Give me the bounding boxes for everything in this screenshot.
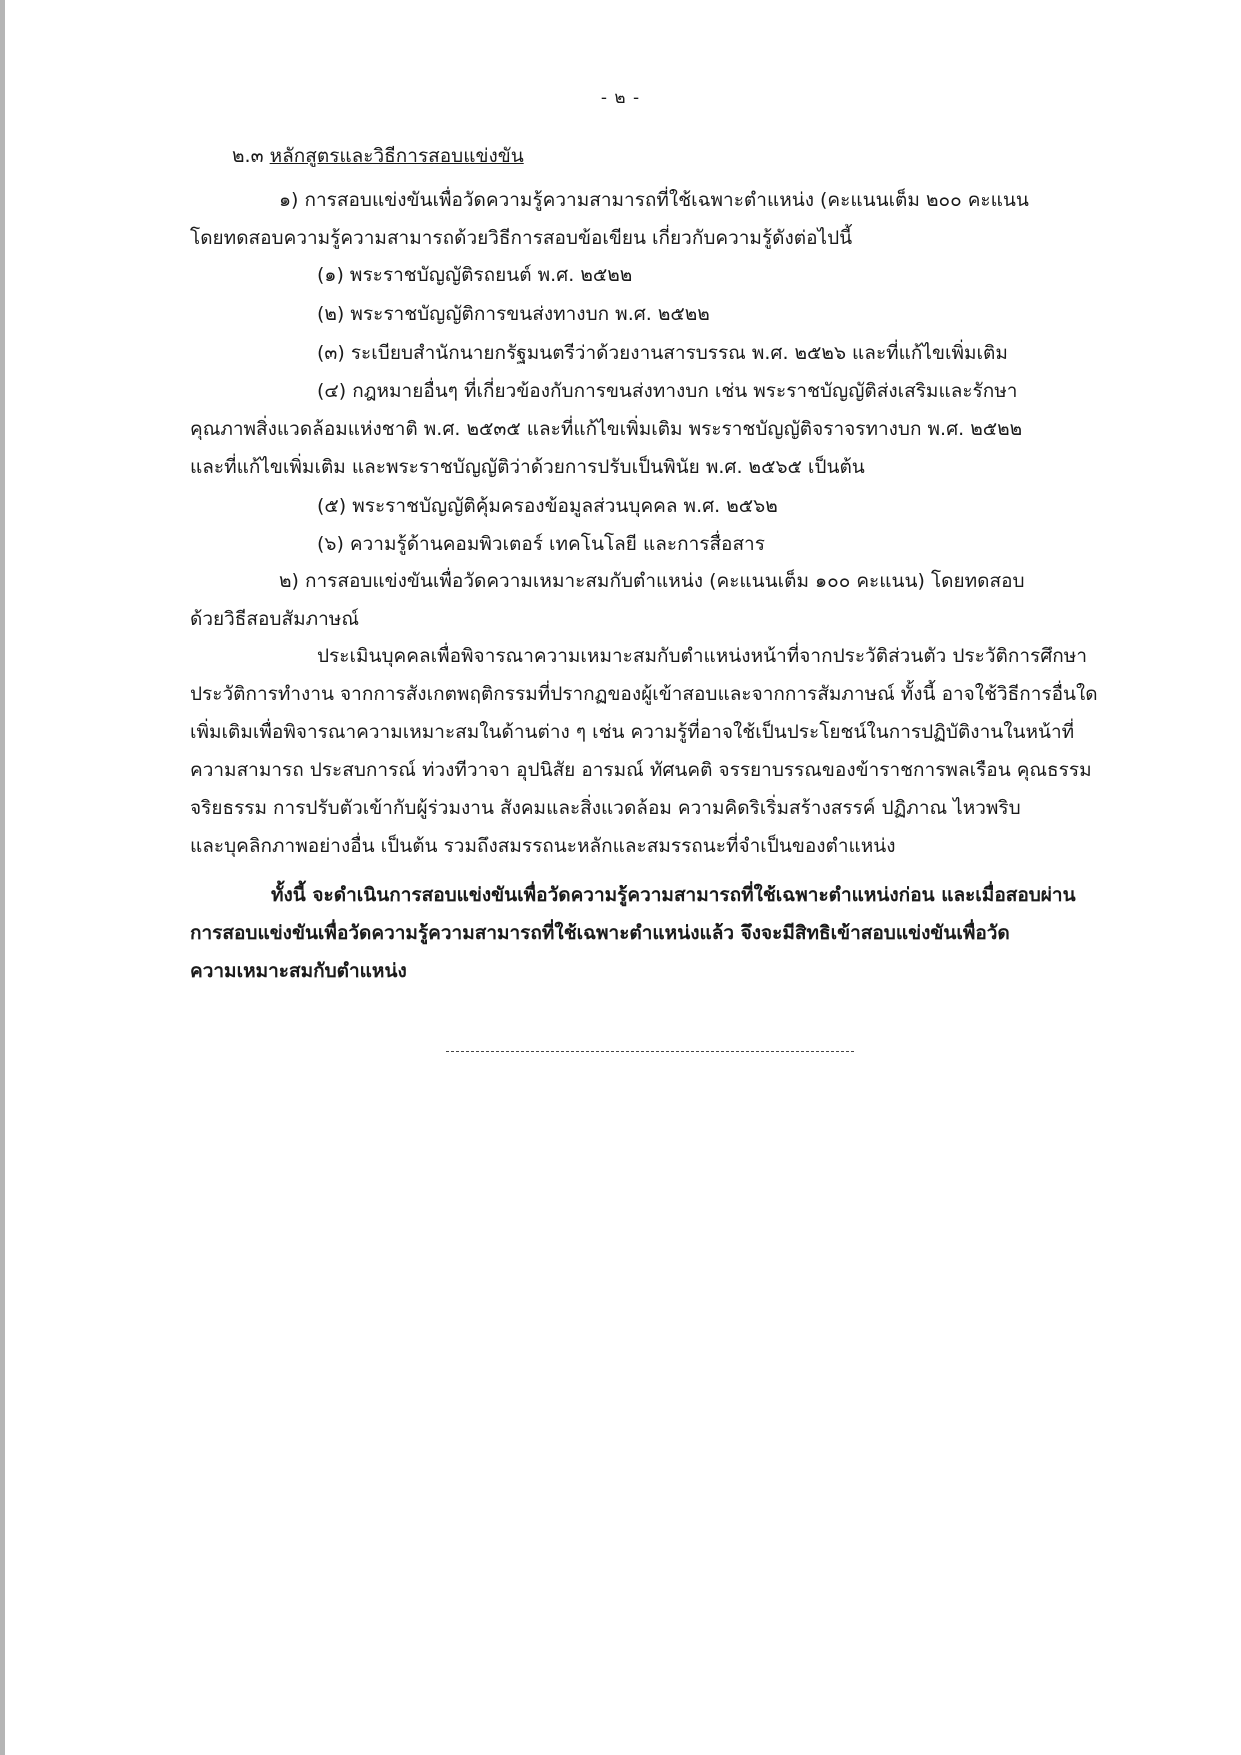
assessment-line2: ประวัติการทำงาน จากการสังเกตพฤติกรรมที่ปรากฏของผู้เข้าสอบและจากการสัมภาษณ์ ทั้งนี้ อาจใช้วิธีการอื่นใด — [190, 683, 1098, 705]
item1-sub2: (๒) พระราชบัญญัติการขนส่งทางบก พ.ศ. ๒๕๒๒ — [317, 303, 710, 325]
page-number: - ๒ - — [600, 88, 641, 108]
item1-sub1: (๑) พระราชบัญญัติรถยนต์ พ.ศ. ๒๕๒๒ — [317, 264, 633, 286]
assessment-line1: ประเมินบุคคลเพื่อพิจารณาความเหมาะสมกับตำแหน่งหน้าที่จากประวัติส่วนตัว ประวัติการศึกษา — [317, 645, 1087, 667]
assessment-line4: ความสามารถ ประสบการณ์ ท่วงทีวาจา อุปนิสัย อารมณ์ ทัศนคติ จรรยาบรรณของข้าราชการพลเรือน คุณธรรม — [190, 759, 1092, 781]
assessment-line5: จริยธรรม การปรับตัวเข้ากับผู้ร่วมงาน สังคมและสิ่งแวดล้อม ความคิดริเริ่มสร้างสรรค์ ปฏิภาณ ไหวพริบ — [190, 797, 1021, 819]
item2-line1: ๒) การสอบแข่งขันเพื่อวัดความเหมาะสมกับตำแหน่ง (คะแนนเต็ม ๑๐๐ คะแนน) โดยทดสอบ — [279, 570, 1025, 592]
section-number: ๒.๓ — [232, 145, 264, 167]
item1-sub5: (๕) พระราชบัญญัติคุ้มครองข้อมูลส่วนบุคคล พ.ศ. ๒๕๖๒ — [317, 495, 778, 517]
item1-sub3: (๓) ระเบียบสำนักนายกรัฐมนตรีว่าด้วยงานสารบรรณ พ.ศ. ๒๕๒๖ และที่แก้ไขเพิ่มเติม — [317, 342, 1008, 364]
scan-edge — [0, 0, 5, 1755]
item1-sub4-line3: และที่แก้ไขเพิ่มเติม และพระราชบัญญัติว่าด้วยการปรับเป็นพินัย พ.ศ. ๒๕๖๕ เป็นต้น — [190, 456, 865, 478]
item1-line2: โดยทดสอบความรู้ความสามารถด้วยวิธีการสอบข้อเขียน เกี่ยวกับความรู้ดังต่อไปนี้ — [190, 227, 853, 249]
section-title: หลักสูตรและวิธีการสอบแข่งขัน — [269, 145, 524, 167]
section-heading — [232, 142, 524, 170]
note-line1: ทั้งนี้ จะดำเนินการสอบแข่งขันเพื่อวัดความรู้ความสามารถที่ใช้เฉพาะตำแหน่งก่อน และเมื่อสอบผ่าน — [271, 884, 1076, 906]
assessment-line6: และบุคลิกภาพอย่างอื่น เป็นต้น รวมถึงสมรรถนะหลักและสมรรถนะที่จำเป็นของตำแหน่ง — [190, 835, 896, 857]
item2-line2: ด้วยวิธีสอบสัมภาษณ์ — [190, 608, 359, 630]
assessment-line3: เพิ่มเติมเพื่อพิจารณาความเหมาะสมในด้านต่าง ๆ เช่น ความรู้ที่อาจใช้เป็นประโยชน์ในการปฏิบัติงานในหน้าที่ — [190, 721, 1075, 743]
item1-sub4-line1: (๔) กฎหมายอื่นๆ ที่เกี่ยวข้องกับการขนส่งทางบก เช่น พระราชบัญญัติส่งเสริมและรักษา — [317, 380, 1018, 402]
note-line2: การสอบแข่งขันเพื่อวัดความรู้ความสามารถที่ใช้เฉพาะตำแหน่งแล้ว จึงจะมีสิทธิเข้าสอบแข่งขันเพื่อวัด — [190, 922, 1010, 944]
item1-sub4-line2: คุณภาพสิ่งแวดล้อมแห่งชาติ พ.ศ. ๒๕๓๕ และที่แก้ไขเพิ่มเติม พระราชบัญญัติจราจรทางบก พ.ศ. ๒๕๒๒ — [190, 418, 1023, 440]
item1-sub6: (๖) ความรู้ด้านคอมพิวเตอร์ เทคโนโลยี และการสื่อสาร — [317, 533, 765, 555]
end-divider — [446, 1051, 854, 1052]
note-line3: ความเหมาะสมกับตำแหน่ง — [190, 960, 407, 982]
item1-line1: ๑) การสอบแข่งขันเพื่อวัดความรู้ความสามารถที่ใช้เฉพาะตำแหน่ง (คะแนนเต็ม ๒๐๐ คะแนน — [279, 189, 1029, 211]
